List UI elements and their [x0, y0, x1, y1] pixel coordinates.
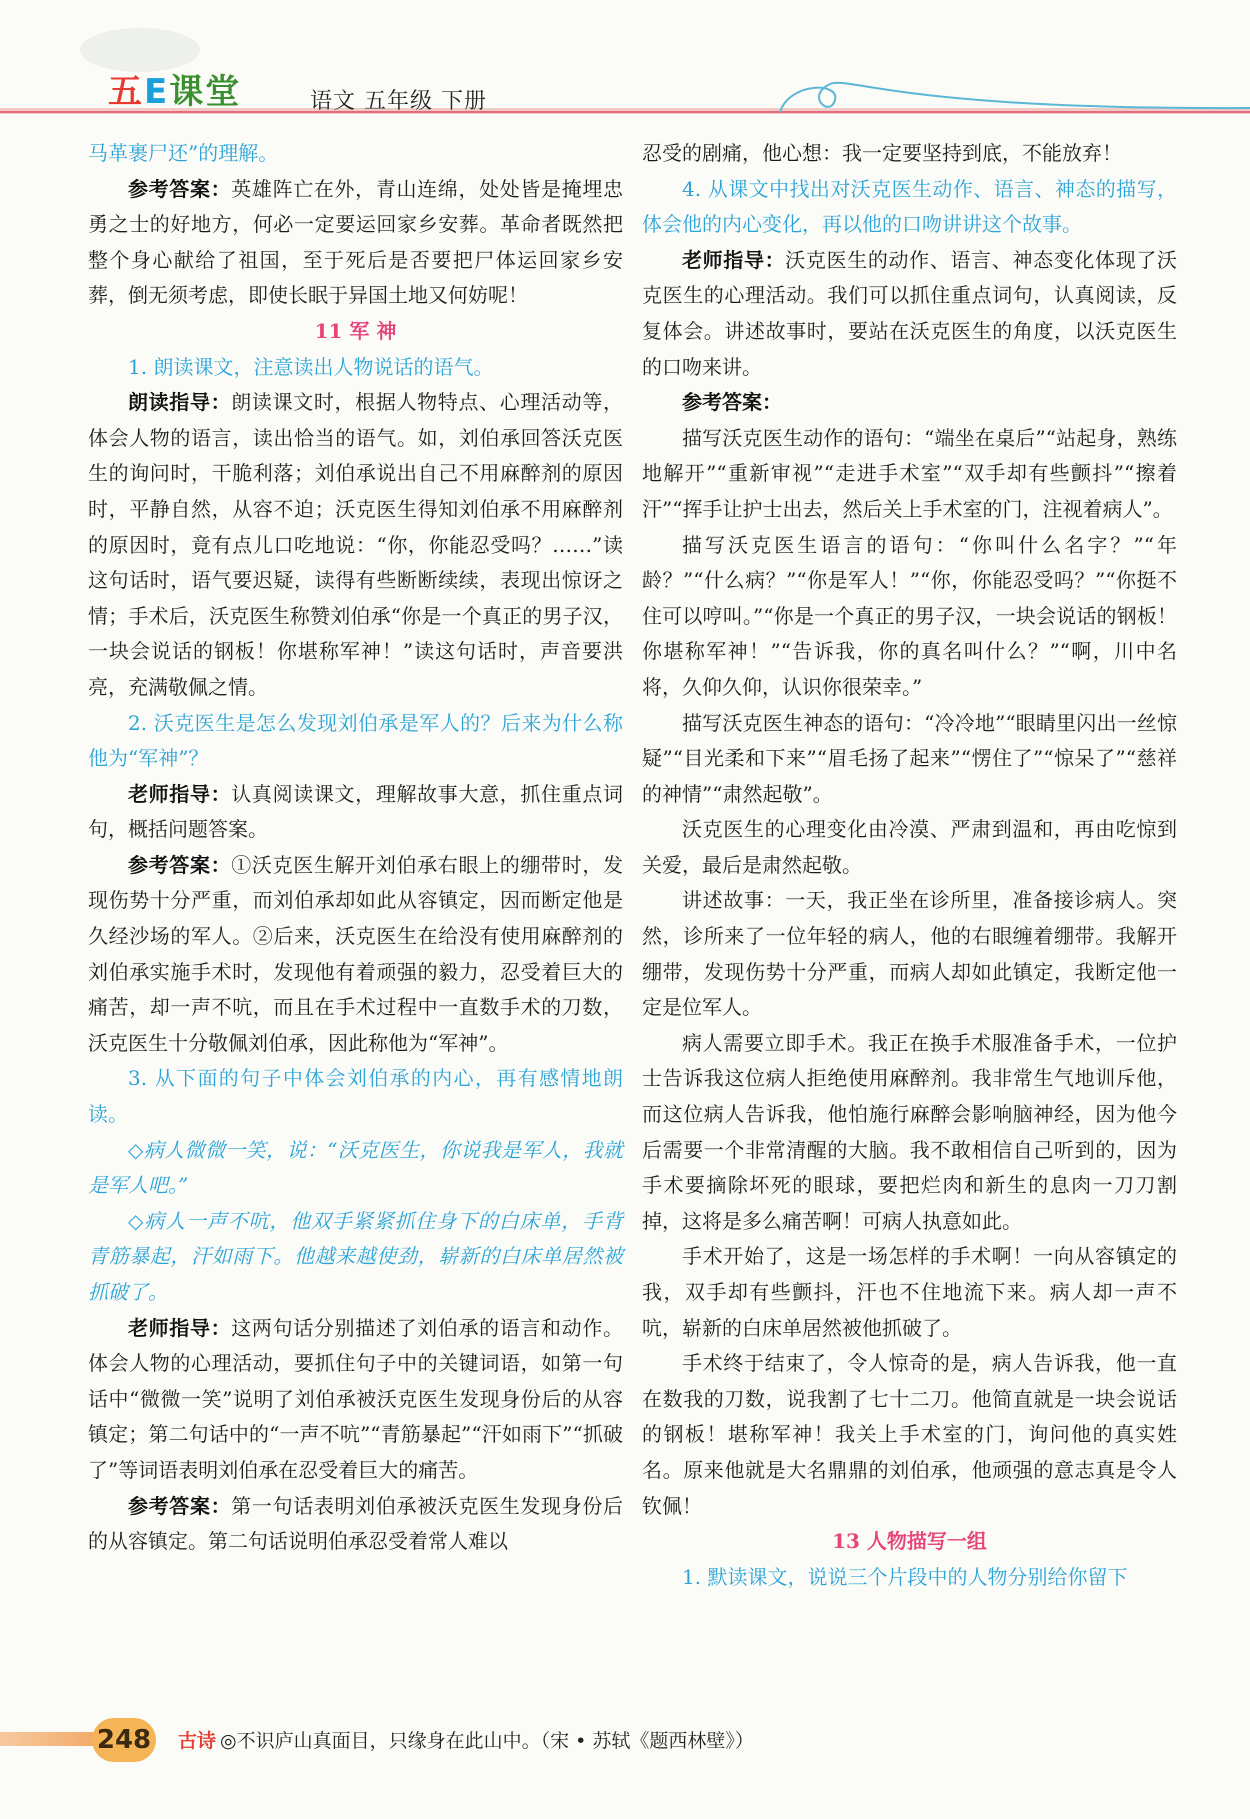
logo-char-2: E	[144, 72, 170, 112]
quote-1: ◇病人微微一笑，说：“沃克医生，你说我是军人，我就是军人吧。”	[88, 1137, 623, 1198]
answer-paragraph	[88, 172, 623, 314]
answer-3	[88, 1489, 623, 1560]
page-number: 248	[92, 1718, 156, 1762]
page-footer	[0, 1712, 1250, 1772]
teacher-guide-4	[642, 243, 1177, 385]
section-title-13: 13 人物描写一组	[832, 1529, 987, 1554]
answer-language: 描写沃克医生语言的语句：“你叫什么名字？”“年龄？”“什么病？”“你是军人！”“你，你能忍受吗？”“你挺不住可以哼叫。”“你是一个真正的男子汉，一块会说话的钢板！你堪称军神！”“告诉我，你的真名叫什么？”“啊，川中名将，久仰久仰，认识你很荣幸。”	[642, 532, 1177, 699]
answer-text: ①沃克医生解开刘伯承右眼上的绷带时，发现伤势十分严重，而刘伯承却如此从容镇定，因而断定他是久经沙场的军人。②后来，沃克医生在给没有使用麻醉剂的刘伯承实施手术时，发现他有着顽强的毅力，忍受着巨大的痛苦，却一声不吭，而且在手术过程中一直数手术的刀数，沃克医生十分敬佩刘伯承，因此称他为“军神”。	[88, 852, 624, 1055]
answer-label: 参考答案：	[128, 1493, 232, 1518]
answer-text: 英雄阵亡在外，青山连绵，处处皆是掩埋忠勇之士的好地方，何必一定要运回家乡安葬。革命者既然把整个身心献给了祖国，至于死后是否要把尸体运回家乡安葬，倒无须考虑，即使长眠于异国土地又何妨呢！	[88, 176, 624, 308]
story-paragraph-2: 病人需要立即手术。我正在换手术服准备手术，一位护士告诉我这位病人拒绝使用麻醉剂。我非常生气地训斥他，而这位病人告诉我，他怕施行麻醉会影响脑神经，因为他今后需要一个非常清醒的大脑。我不敢相信自己听到的，因为手术要摘除坏死的眼球，要把烂肉和新生的息肉一刀刀割掉，这将是多么痛苦啊！可病人执意如此。	[642, 1030, 1177, 1233]
answer-label: 参考答案：	[128, 176, 232, 201]
teacher-text: 这两句话分别描述了刘伯承的语言和动作。体会人物的心理活动，要抓住句子中的关键词语，如第一句话中“微微一笑”说明了刘伯承被沃克医生发现身份后的从容镇定；第二句话中的“一声不吭”“青筋暴起”“汗如雨下”“抓破了”等词语表明刘伯承在忍受着巨大的痛苦。	[88, 1315, 624, 1482]
question-13-1: 1. 默读课文，说说三个片段中的人物分别给你留下	[682, 1564, 1128, 1589]
teacher-label: 老师指导：	[128, 781, 232, 806]
poem-tag: 古诗	[178, 1730, 217, 1752]
book-subject: 语文 五年级 下册	[310, 89, 487, 114]
question-2: 2. 沃克医生是怎么发现刘伯承是军人的？后来为什么称他为“军神”？	[88, 710, 623, 771]
teacher-text: 沃克医生的动作、语言、神态变化体现了沃克医生的心理活动。我们可以抓住重点词句，认真阅读，反复体会。讲述故事时，要站在沃克医生的角度，以沃克医生的口吻来讲。	[642, 247, 1178, 379]
poem-text: ◎不识庐山真面目，只缘身在此山中。（宋 • 苏轼《题西林壁》）	[220, 1730, 754, 1752]
teacher-guide-2	[88, 777, 623, 848]
guide-label: 朗读指导：	[128, 390, 232, 415]
answer-4-label	[642, 385, 1177, 421]
story-paragraph-3: 手术开始了，这是一场怎样的手术啊！一向从容镇定的我，双手却有些颤抖，汗也不住地流下来。病人却一声不吭，崭新的白床单居然被他抓破了。	[642, 1244, 1177, 1340]
quote-2: ◇病人一声不吭，他双手紧紧抓住身下的白床单，手背青筋暴起，汗如雨下。他越来越使劲，崭新的白床单居然被抓破了。	[88, 1208, 623, 1304]
question-4: 4. 从课文中找出对沃克医生动作、语言、神态的描写，体会他的内心变化，再以他的口吻讲讲这个故事。	[642, 176, 1177, 237]
guide-text: 朗读课文时，根据人物特点、心理活动等，体会人物的语言，读出恰当的语气。如，刘伯承回答沃克医生的询问时，干脆利落；刘伯承说出自己不用麻醉剂的原因时，平静自然，从容不迫；沃克医生得知刘伯承不用麻醉剂的原因时，竟有点儿口吃地说：“你，你能忍受吗？……”读这句话时，语气要迟疑，读得有些断断续续，表现出惊讶之情；手术后，沃克医生称赞刘伯承“你是一个真正的男子汉，一块会说话的钢板！你堪称军神！”读这句话时，声音要洪亮，充满敬佩之情。	[88, 390, 624, 699]
answer-expression: 描写沃克医生神态的语句：“冷冷地”“眼睛里闪出一丝惊疑”“目光柔和下来”“眉毛扬了起来”“愣住了”“惊呆了”“慈祥的神情”“肃然起敬”。	[642, 710, 1177, 806]
footer-poem	[178, 1726, 754, 1753]
question-3: 3. 从下面的句子中体会刘伯承的内心，再有感情地朗读。	[88, 1066, 623, 1127]
logo-char-1: 五	[108, 72, 144, 112]
logo-char-3: 课堂	[169, 72, 242, 112]
answer-continuation: 忍受的剧痛，他心想：我一定要坚持到底，不能放弃！	[642, 141, 1122, 165]
ribbon-swirl	[780, 83, 1250, 112]
brand-logo	[108, 64, 241, 113]
right-column	[642, 136, 1177, 1595]
question-continuation: 马革裹尸还”的理解。	[88, 141, 279, 165]
teacher-text: 认真阅读课文，理解故事大意，抓住重点词句，概括问题答案。	[88, 781, 624, 842]
teacher-guide-3	[88, 1311, 623, 1489]
story-paragraph-4: 手术终于结束了，令人惊奇的是，病人告诉我，他一直在数我的刀数，说我割了七十二刀。他简直就是一块会说话的钢板！堪称军神！我关上手术室的门，询问他的真实姓名。原来他就是大名鼎鼎的刘伯承，他顽强的意志真是令人钦佩！	[642, 1351, 1177, 1518]
page-header	[0, 0, 1250, 130]
teacher-label: 老师指导：	[128, 1315, 232, 1340]
answer-label: 参考答案：	[682, 390, 782, 415]
answer-mind-change: 沃克医生的心理变化由冷漠、严肃到温和，再由吃惊到关爱，最后是肃然起敬。	[642, 817, 1177, 877]
answer-actions: 描写沃克医生动作的语句：“端坐在桌后”“站起身，熟练地解开”“重新审视”“走进手术室”“双手却有些颤抖”“擦着汗”“挥手让护士出去，然后关上手术室的门，注视着病人”。	[642, 425, 1177, 521]
answer-2	[88, 848, 623, 1062]
story-paragraph-1: 讲述故事：一天，我正坐在诊所里，准备接诊病人。突然，诊所来了一位年轻的病人，他的右眼缠着绷带。我解开绷带，发现伤势十分严重，而病人却如此镇定，我断定他一定是位军人。	[642, 888, 1177, 1020]
teacher-label: 老师指导：	[682, 247, 786, 272]
reading-guide	[88, 385, 623, 705]
question-1: 1. 朗读课文，注意读出人物说话的语气。	[128, 354, 494, 379]
section-title-11: 11 军 神	[314, 318, 397, 343]
answer-label: 参考答案：	[128, 852, 232, 877]
answer-text: 第一句话表明刘伯承被沃克医生发现身份后的从容镇定。第二句话说明伯承忍受着常人难以	[88, 1493, 624, 1554]
left-column	[88, 136, 623, 1560]
